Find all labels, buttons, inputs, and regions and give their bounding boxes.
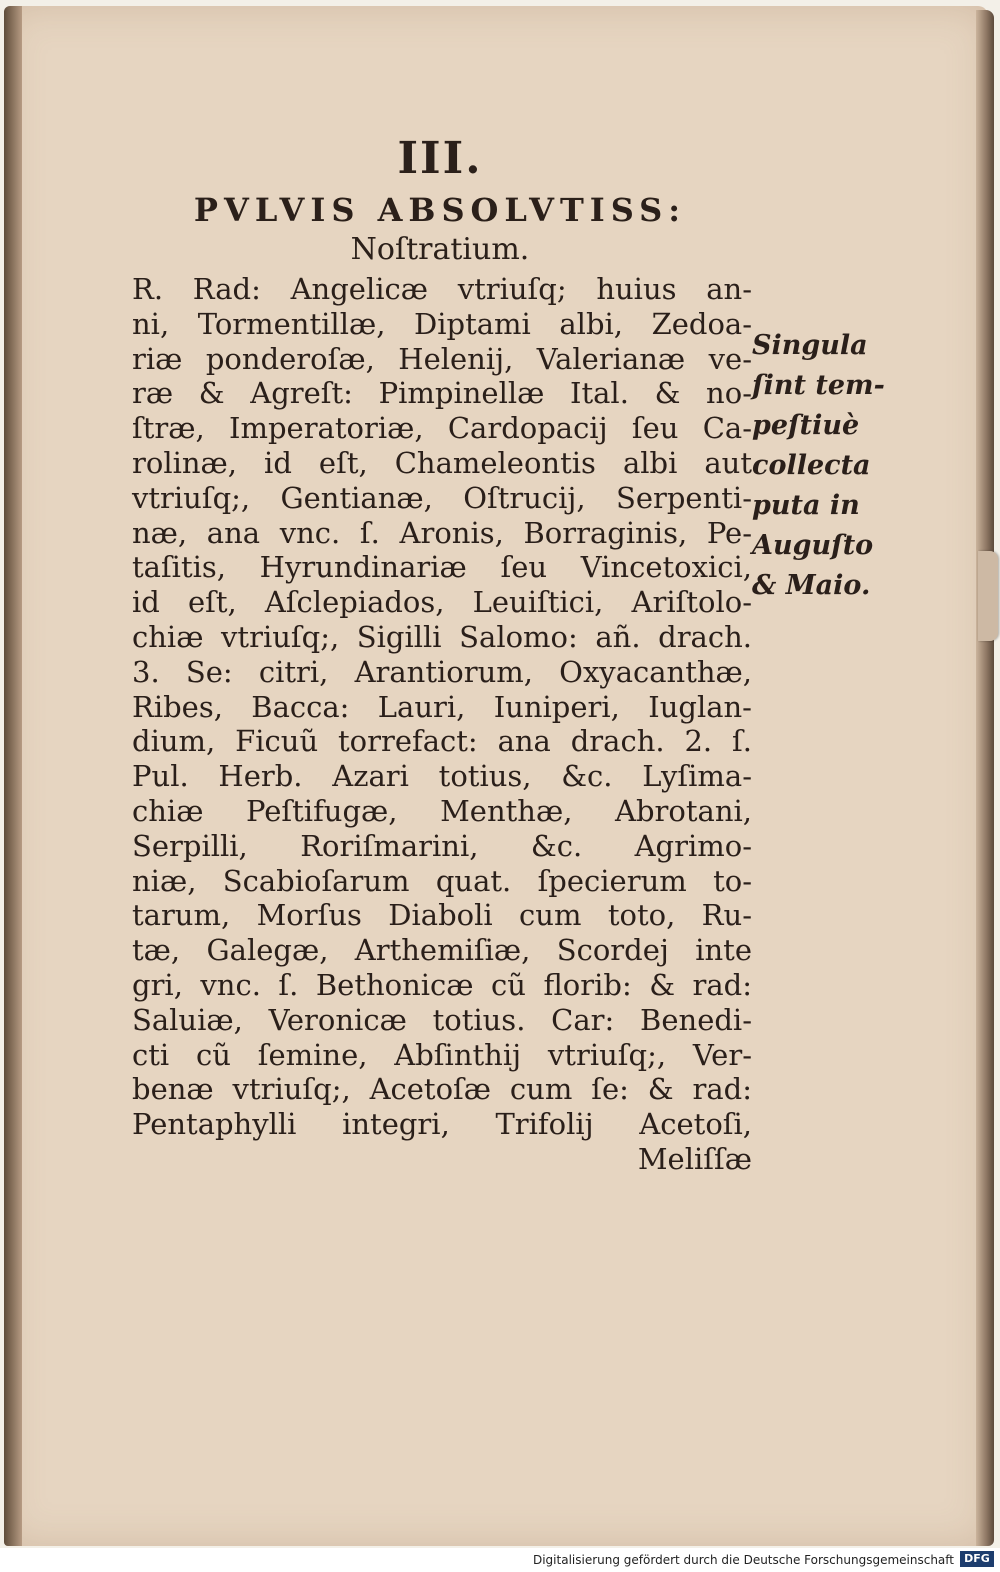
margin-note-line: & Maio. bbox=[752, 570, 871, 601]
funding-notice: Digitalisierung gefördert durch die Deutsche Forschungsgemeinschaft bbox=[532, 1553, 954, 1567]
body-line: gri, vnc. ſ. Bethonicæ cũ florib: & rad: bbox=[132, 967, 752, 1002]
body-line: riæ ponderoſæ, Helenij, Valerianæ ve- bbox=[132, 341, 752, 376]
body-line: chiæ Peſtifugæ, Menthæ, Abrotani, bbox=[132, 793, 752, 828]
margin-note-line: Singula bbox=[752, 330, 868, 361]
margin-note-line: collecta bbox=[752, 450, 871, 481]
margin-note-line: peſtiuè bbox=[752, 410, 860, 441]
body-line: cti cũ ſemine, Abſinthij vtriuſq;, Ver- bbox=[132, 1037, 752, 1072]
body-line: R. Rad: Angelicæ vtriuſq; huius an- bbox=[132, 272, 752, 306]
body-line: Pentaphylli integri, Trifolij Acetoſi, bbox=[132, 1107, 752, 1142]
body-line: tarum, Morſus Diaboli cum toto, Ru- bbox=[132, 898, 752, 933]
body-line: ni, Tormentillæ, Diptami albi, Zedoa- bbox=[132, 306, 752, 341]
margin-note bbox=[752, 326, 912, 606]
body-line: benæ vtriuſq;, Acetoſæ cum ſe: & rad: bbox=[132, 1072, 752, 1107]
body-line: ræ & Agreſt: Pimpinellæ Ital. & no- bbox=[132, 376, 752, 411]
dfg-logo: DFG bbox=[960, 1551, 994, 1567]
body-line: næ, ana vnc. ſ. Aronis, Borraginis, Pe- bbox=[132, 515, 752, 550]
margin-note-line: puta in bbox=[752, 490, 860, 521]
body-line: Saluiæ, Veronicæ totius. Car: Benedi- bbox=[132, 1002, 752, 1037]
recipe-body bbox=[132, 272, 752, 1177]
margin-note-line: ſint tem- bbox=[752, 370, 885, 401]
body-line: Pul. Herb. Azari totius, &c. Lyſima- bbox=[132, 759, 752, 794]
body-line: dium, Ficuũ torrefact: ana drach. 2. ſ. bbox=[132, 724, 752, 759]
catchword: Meliſſæ bbox=[637, 1141, 752, 1176]
page-edge bbox=[976, 10, 994, 1546]
body-line: 3. Se: citri, Arantiorum, Oxyacanthæ, bbox=[132, 654, 752, 689]
recipe-subtitle: Noſtratium. bbox=[350, 232, 530, 267]
body-line: niæ, Scabioſarum quat. ſpecierum to- bbox=[132, 863, 752, 898]
body-line: Ribes, Bacca: Lauri, Iuniperi, Iuglan- bbox=[132, 689, 752, 724]
body-line: id eſt, Aſclepiados, Leuiſtici, Ariſtolo- bbox=[132, 585, 752, 620]
margin-note-line: Auguſto bbox=[752, 530, 874, 561]
recipe-title: PVLVIS ABSOLVTISS: bbox=[193, 191, 687, 229]
body-line: tæ, Galegæ, Arthemiſiæ, Scordej inte bbox=[132, 933, 752, 968]
body-line: vtriuſq;, Gentianæ, Oſtrucij, Serpenti- bbox=[132, 480, 752, 515]
page-tab bbox=[978, 551, 998, 641]
body-line: Serpilli, Roriſmarini, &c. Agrimo- bbox=[132, 828, 752, 863]
page-number: III. bbox=[397, 133, 483, 184]
body-line: chiæ vtriuſq;, Sigilli Salomo: añ. drach. bbox=[132, 619, 752, 654]
body-line: ſtræ, Imperatoriæ, Cardopacij ſeu Ca- bbox=[132, 411, 752, 446]
body-line: rolinæ, id eſt, Chameleontis albi aut bbox=[132, 445, 752, 480]
body-line: taſitis, Hyrundinariæ ſeu Vincetoxici, bbox=[132, 550, 752, 585]
